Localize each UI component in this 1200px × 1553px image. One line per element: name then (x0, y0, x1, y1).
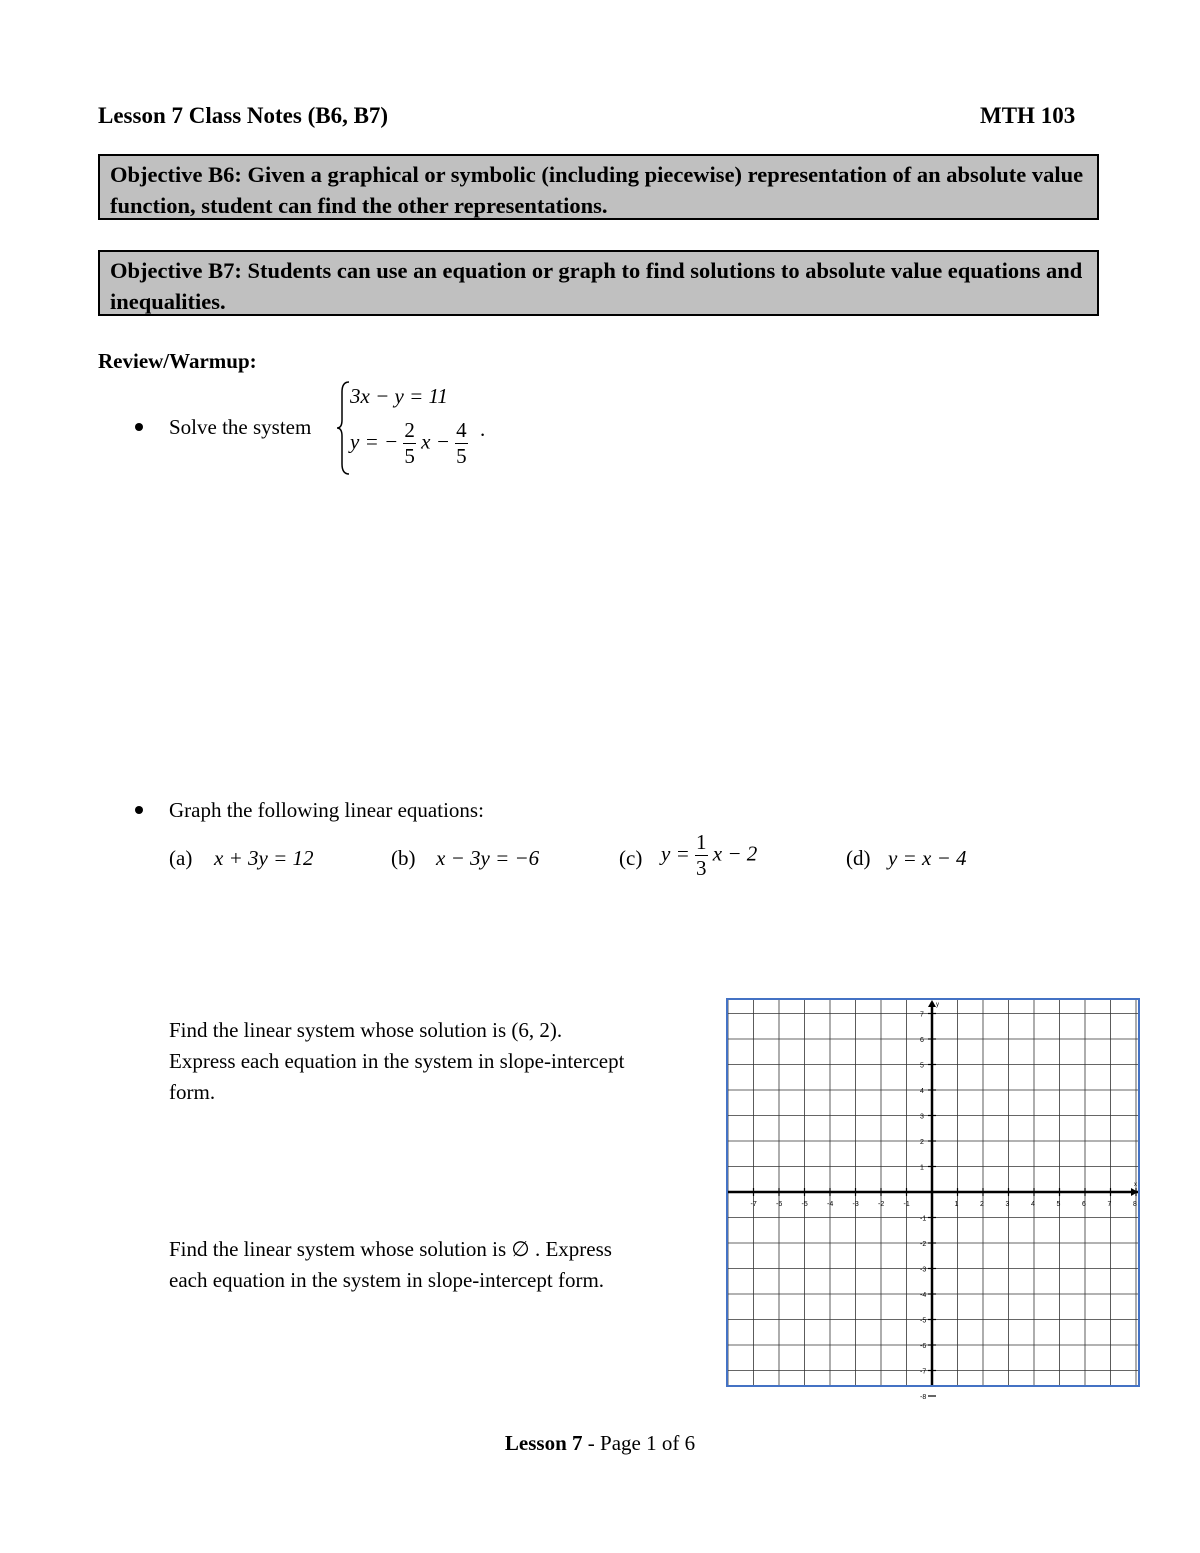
y-tick-label: 6 (920, 1037, 924, 1044)
eq2-mid: x − (421, 429, 450, 454)
eq-c (661, 832, 757, 879)
eq-b-label: (b) (391, 846, 416, 870)
objective-b6-box: Objective B6: Given a graphical or symbolic (including piecewise) representation of an absolute value function, student can find the other representations. (98, 154, 1099, 220)
eq-c-rhs: x − 2 (712, 841, 758, 866)
document-title: Lesson 7 Class Notes (B6, B7) (98, 103, 389, 128)
x-tick-label: -2 (878, 1201, 885, 1208)
y-tick-label: -7 (920, 1368, 927, 1376)
find-system-2 (169, 1234, 612, 1296)
y-tick-label: -8 (920, 1394, 927, 1401)
eq2-fraction-2-num: 4 (456, 418, 467, 442)
eq-a-label: (a) (169, 846, 193, 870)
eq-c-fraction (695, 832, 708, 879)
x-tick-label: 8 (1133, 1201, 1137, 1208)
find-system-2-line-2: each equation in the system in slope-intercept form. (169, 1268, 605, 1292)
footer-page: - Page 1 of 6 (582, 1431, 696, 1455)
x-tick-label: 3 (1005, 1201, 1010, 1208)
find-system-1-line-1: Find the linear system whose solution is (6, 2). (169, 1018, 563, 1042)
system-equation-2 (350, 420, 468, 467)
x-tick-label: -5 (801, 1201, 808, 1208)
bullet (135, 806, 143, 814)
eq-a: x + 3y = 12 (214, 846, 314, 870)
footer-lesson: Lesson 7 (504, 1431, 583, 1455)
review-heading: Review/Warmup: (98, 349, 257, 373)
eq-d-label: (d) (846, 846, 871, 870)
y-tick-label: 2 (920, 1139, 924, 1146)
bullet (135, 423, 143, 431)
x-tick-label: -1 (903, 1201, 910, 1208)
x-tick-label: -3 (852, 1201, 859, 1208)
eq2-fraction-1-den: 5 (404, 444, 415, 468)
course-code: MTH 103 (980, 103, 1076, 128)
eq2-fraction-2-den: 5 (456, 444, 467, 468)
find-system-2-line-1: Find the linear system whose solution is ∅ . Express (169, 1237, 612, 1261)
x-tick-label: 2 (980, 1201, 984, 1208)
y-tick-label: 4 (920, 1088, 924, 1095)
x-axis-label: x (1134, 1182, 1137, 1188)
eq-c-den: 3 (696, 856, 707, 880)
coordinate-grid (726, 998, 1140, 1401)
eq2-fraction-2 (455, 420, 468, 467)
find-system-1-line-2: Express each equation in the system in slope-intercept (169, 1049, 625, 1073)
y-tick-label: -2 (920, 1241, 927, 1248)
find-system-1-line-3: form. (169, 1080, 216, 1104)
y-tick-label: -5 (920, 1317, 927, 1325)
x-tick-label: 5 (1056, 1201, 1061, 1208)
objective-b7-box: Objective B7: Students can use an equation or graph to find solutions to absolute value equations and inequalities. (98, 250, 1099, 316)
x-tick-label: -4 (827, 1201, 834, 1208)
eq-d: y = x − 4 (888, 846, 967, 870)
y-tick-label: 7 (920, 1011, 924, 1019)
graph-prompt: Graph the following linear equations: (169, 798, 484, 822)
eq-c-num: 1 (696, 830, 707, 854)
x-tick-label: 1 (954, 1201, 959, 1208)
y-tick-label: -6 (920, 1343, 927, 1350)
y-tick-label: -1 (920, 1215, 927, 1223)
y-tick-label: 5 (920, 1062, 924, 1070)
x-tick-label: 6 (1082, 1201, 1086, 1208)
y-tick-label: -3 (920, 1266, 927, 1274)
eq2-fraction-1 (403, 420, 416, 467)
system-equation-1: 3x − y = 11 (350, 384, 448, 408)
y-tick-label: 1 (920, 1164, 924, 1172)
eq-c-label: (c) (619, 846, 643, 870)
x-tick-label: -6 (776, 1201, 783, 1208)
x-tick-label: -7 (750, 1201, 757, 1208)
eq2-lhs: y = − (350, 429, 399, 454)
eq-c-lhs: y = (661, 841, 690, 866)
y-tick-label: 3 (920, 1113, 924, 1121)
x-tick-label: 7 (1107, 1201, 1112, 1208)
eq-b: x − 3y = −6 (436, 846, 540, 870)
x-tick-label: 4 (1031, 1201, 1035, 1208)
system-period: . (480, 417, 486, 441)
y-tick-label: -4 (920, 1292, 927, 1299)
y-axis-label: y (936, 1002, 939, 1008)
find-system-1 (169, 1015, 624, 1108)
eq2-fraction-1-num: 2 (404, 418, 415, 442)
system-prompt: Solve the system (169, 415, 312, 439)
page-footer (0, 1428, 1200, 1459)
